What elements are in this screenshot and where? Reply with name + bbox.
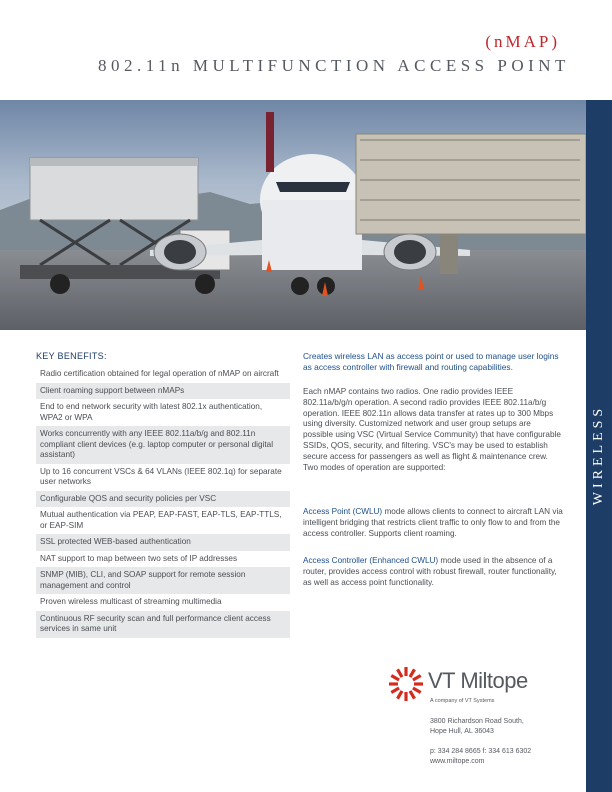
company-name: VT Miltope <box>428 668 528 693</box>
website-link[interactable]: www.miltope.com <box>430 758 485 765</box>
address-line: Hope Hull, AL 36043 <box>430 728 494 735</box>
benefits-list <box>36 366 290 638</box>
company-logo <box>388 664 558 714</box>
phone-fax: p: 334 284 8665 f: 334 613 6302 <box>430 748 532 755</box>
mode-name: Access Point (CWLU) <box>303 507 383 516</box>
product-code: (nMAP) <box>485 32 560 51</box>
benefit-item: Proven wireless multicast of streaming multimedia <box>40 597 222 606</box>
address-line: 3800 Richardson Road South, <box>430 718 524 725</box>
benefit-item: SSL protected WEB-based authentication <box>36 534 290 551</box>
product-title: 802.11n MULTIFUNCTION ACCESS POINT <box>98 56 570 75</box>
sidebar-band <box>586 100 612 792</box>
company-address <box>430 717 524 737</box>
benefits-heading: KEY BENEFITS: <box>36 351 107 361</box>
mode-access-controller <box>303 556 563 588</box>
mode-description: mode allows clients to connect to aircraft LAN via intelligent bridging that restricts client traffic to only flow to and from the access controller. Supports client roaming. <box>303 507 563 538</box>
aircraft-photo <box>0 100 586 330</box>
sidebar-label: WIRELESS <box>591 404 606 506</box>
benefit-item: Mutual authentication via PEAP, EAP-FAST, EAP-TLS, EAP-TTLS, or EAP-SIM <box>40 510 282 530</box>
benefit-item: Up to 16 concurrent VSCs & 64 VLANs (IEEE 802.1q) for separate user networks <box>40 466 282 486</box>
benefit-item: End to end network security with latest 802.1x authentication, WPA2 or WPA <box>40 402 263 422</box>
benefit-item: Configurable QOS and security policies per VSC <box>36 491 290 508</box>
intro-statement: Creates wireless LAN as access point or used to manage user logins as access controller with firewall and routing capabilities. <box>303 351 559 372</box>
benefit-item: Works concurrently with any IEEE 802.11a/b/g and 802.11n compliant client devices (e.g. laptop computer or personal digital assistant) <box>36 426 290 464</box>
benefit-item: Radio certification obtained for legal operation of nMAP on aircraft <box>40 369 279 378</box>
starburst-icon <box>388 666 424 702</box>
benefit-item: Client roaming support between nMAPs <box>36 383 290 400</box>
benefit-item: SNMP (MIB), CLI, and SOAP support for remote session management and control <box>36 567 290 594</box>
benefit-item: NAT support to map between two sets of IP addresses <box>40 553 238 563</box>
benefit-item: Continuous RF security scan and full performance client access services in same unit <box>36 611 290 638</box>
mode-access-point <box>303 507 563 539</box>
body-paragraph: Each nMAP contains two radios. One radio provides IEEE 802.11a/b/g/n operation. A second radio provides IEEE 802.11a/b/g operation. IEEE 802.11n allows data transfer at rates up to 300 Mbps using diversity. Customized network and user group setups are possible using VSC (Virtual Service Community) that have configurable SSIDs, QOS, security, and filtering. VSC's may be used to establish secure access for passengers as well as flight & maintenance crew. Two modes of operation are supported: <box>303 387 561 472</box>
company-tagline: A company of VT Systems <box>430 698 495 704</box>
mode-name: Access Controller (Enhanced CWLU) <box>303 556 439 565</box>
company-contact <box>430 747 531 767</box>
mode-description: mode used in the absence of a router, provides access control with robust firewall, router functionality, as well as access point functionality. <box>303 556 557 587</box>
